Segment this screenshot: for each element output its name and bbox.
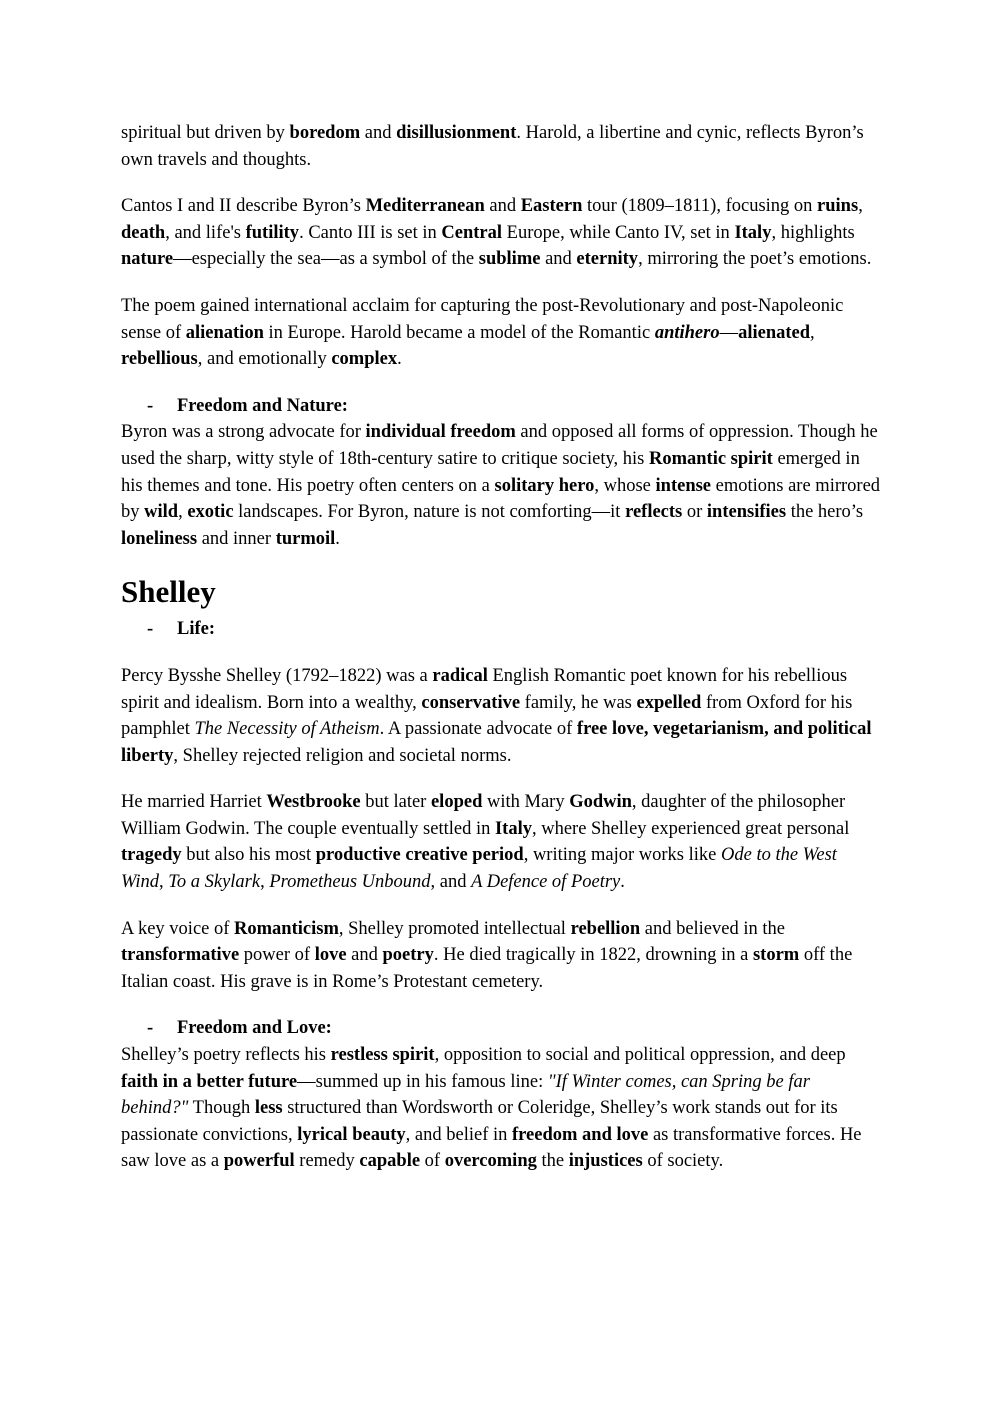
text-run: eloped [430, 792, 483, 813]
text-run: , opposition to social and political oppression, and deep [434, 1045, 846, 1066]
text-run: Cantos I and II describe Byron’s [121, 196, 366, 217]
text-run: productive creative period [315, 845, 524, 866]
text-run: , highlights [771, 222, 855, 243]
text-run: Central [441, 222, 503, 243]
text-run: , where Shelley experienced great personal [531, 818, 850, 839]
text-run: love [314, 945, 347, 966]
text-run: ruins [817, 196, 859, 217]
text-run: , whose [594, 475, 656, 496]
text-run: from Oxford for his pamphlet [121, 692, 853, 740]
text-run: . [335, 528, 340, 549]
text-run: and [360, 123, 397, 143]
life-label: Life: [177, 619, 216, 640]
text-run: , Shelley rejected religion and societal norms. [173, 745, 512, 766]
list-dash: - [147, 395, 154, 416]
text-run: Mediterranean [365, 196, 485, 217]
text-run: but later [360, 792, 431, 813]
text-run: futility [245, 222, 300, 243]
text-run: Byron was a strong advocate for [121, 422, 366, 443]
text-run: rebellious [121, 349, 198, 370]
text-run: conservative [421, 692, 521, 713]
text-run: the [536, 1151, 569, 1172]
text-run: structured than Wordsworth or Coleridge, Shelley’s work stands out for its passionate convictions, [121, 1098, 838, 1145]
byron-paragraph-2 [121, 193, 881, 273]
text-run: freedom and love [512, 1124, 649, 1145]
text-run: restless spirit [330, 1045, 435, 1066]
text-run: off the Italian coast. His grave is in Rome’s Protestant cemetery. [121, 945, 853, 992]
text-run: tour (1809–1811), focusing on [582, 196, 818, 217]
text-run: remedy [294, 1151, 360, 1172]
text-run: A key voice of [121, 918, 235, 939]
text-run: complex [331, 349, 398, 370]
text-run: tragedy [121, 845, 182, 866]
text-run: , daughter of the philosopher William Godwin. The couple eventually settled in [121, 792, 846, 839]
text-run: transformative [121, 945, 240, 966]
text-run: A Defence of Poetry [471, 872, 621, 893]
text-run: capable [359, 1151, 421, 1172]
text-run: solitary hero [494, 475, 595, 496]
text-run: of society. [642, 1151, 724, 1172]
text-run: "If Winter comes, can Spring be far behind?" [121, 1071, 810, 1119]
text-run: . [620, 872, 625, 893]
byron-paragraph-3 [121, 293, 881, 373]
list-dash: - [147, 1018, 154, 1039]
shelley-paragraph-4 [121, 1042, 881, 1175]
text-run: emerged in his themes and tone. His poetry often centers on a [121, 448, 860, 496]
text-run: To a Skylark [168, 872, 261, 893]
text-run: Westbrooke [266, 792, 361, 813]
text-run: the hero’s [786, 502, 864, 523]
shelley-paragraph-2 [121, 789, 881, 895]
text-run: . He died tragically in 1822, drowning in a [433, 945, 753, 966]
text-run: , and belief in [405, 1124, 512, 1145]
freedom-and-love-label: Freedom and Love: [177, 1018, 332, 1039]
text-run: antihero [654, 322, 720, 343]
text-run: storm [752, 945, 800, 966]
text-run: family, he was [520, 692, 637, 713]
text-run: Romanticism [234, 918, 339, 939]
text-run: Though [188, 1098, 255, 1119]
text-run: . Canto III is set in [299, 222, 442, 243]
text-run: , and [430, 872, 472, 893]
text-run: and [484, 196, 521, 217]
section-title-shelley: Shelley [121, 574, 216, 610]
list-dash: - [147, 619, 154, 640]
text-run: as transformative forces. He saw love as a [121, 1124, 862, 1172]
text-run: and [346, 945, 383, 966]
text-run: death [121, 222, 166, 243]
text-run: , [810, 322, 815, 343]
text-run: lyrical beauty [297, 1124, 406, 1145]
freedom-and-love-heading [121, 1015, 881, 1042]
text-run: Ode to the West Wind [121, 845, 837, 893]
text-run: and inner [197, 528, 276, 549]
text-run: in Europe. Harold became a model of the Romantic [263, 322, 655, 343]
text-run: , [858, 196, 863, 217]
text-run: intense [655, 475, 712, 496]
text-run: emotions are mirrored by [121, 475, 881, 523]
text-run: Prometheus Unbound [269, 872, 431, 893]
text-run: , and emotionally [197, 349, 332, 370]
text-run: —especially the sea—as a symbol of the [173, 249, 479, 270]
text-run: Romantic spirit [648, 448, 773, 469]
text-run: or [682, 502, 707, 523]
text-run: sublime [478, 249, 541, 270]
text-run: individual freedom [365, 422, 516, 443]
text-run: Italy [494, 818, 532, 839]
text-run: boredom [289, 123, 361, 143]
text-run: radical [432, 665, 488, 686]
text-run: faith in a better future [121, 1071, 298, 1092]
text-run: injustices [568, 1151, 643, 1172]
text-run: . [397, 349, 402, 370]
text-run: Percy Bysshe Shelley (1792–1822) was a [121, 665, 433, 686]
text-run: Eastern [520, 196, 583, 217]
text-run: alienation [185, 322, 264, 343]
text-run: with Mary [482, 792, 570, 813]
text-run: Godwin [569, 792, 632, 813]
byron-paragraph-4 [121, 419, 881, 552]
text-run: —summed up in his famous line: [297, 1071, 548, 1092]
text-run: of [420, 1151, 445, 1172]
text-run: power of [239, 945, 315, 966]
text-run: intensifies [706, 502, 787, 523]
document-page [121, 120, 881, 1195]
text-run: wild [144, 502, 179, 523]
text-run: rebellion [570, 918, 641, 939]
text-run: exotic [187, 502, 234, 523]
spacer [121, 643, 881, 663]
text-run: free love, vegetarianism, and political liberty [121, 719, 872, 766]
text-run: and opposed all forms of oppression. Though he used the sharp, witty style of 18th-century satire to critique society, his [121, 422, 878, 469]
text-run: alienated [738, 322, 811, 343]
text-run: English Romantic poet known for his rebellious spirit and idealism. Born into a wealthy, [121, 665, 848, 713]
text-run: , mirroring the poet’s emotions. [638, 249, 872, 270]
text-run: The Necessity of Atheism [194, 719, 380, 740]
text-run: poetry [382, 945, 434, 966]
text-run: , [260, 872, 270, 893]
text-run: overcoming [444, 1151, 537, 1172]
text-run: — [719, 322, 739, 343]
shelley-paragraph-3 [121, 916, 881, 996]
text-run: , and life's [165, 222, 246, 243]
text-run: powerful [223, 1151, 295, 1172]
text-run: , writing major works like [523, 845, 721, 866]
byron-paragraph-1 [121, 120, 881, 173]
text-run: expelled [636, 692, 702, 713]
text-run: Italy [734, 222, 772, 243]
text-run: , Shelley promoted intellectual [338, 918, 571, 939]
life-heading [121, 616, 881, 643]
text-run: Shelley’s poetry reflects his [121, 1045, 331, 1066]
text-run: spiritual but driven by [121, 123, 290, 143]
text-run: landscapes. For Byron, nature is not comforting—it [233, 502, 626, 523]
text-run: eternity [576, 249, 639, 270]
text-run: and [540, 249, 577, 270]
text-run: nature [121, 249, 174, 270]
text-run: Europe, while Canto IV, set in [502, 222, 735, 243]
freedom-and-nature-label: Freedom and Nature: [177, 395, 348, 416]
text-run: but also his most [181, 845, 316, 866]
text-run: turmoil [275, 528, 336, 549]
text-run: The poem gained international acclaim for capturing the post-Revolutionary and post-Napoleonic sense of [121, 295, 844, 343]
text-run: He married Harriet [121, 792, 267, 813]
text-run: . Harold, a libertine and cynic, reflects Byron’s own travels and thoughts. [121, 123, 864, 170]
text-run: and believed in the [640, 918, 785, 939]
text-run: , [159, 872, 169, 893]
text-run: . A passionate advocate of [379, 719, 577, 740]
text-run: , [178, 502, 188, 523]
shelley-paragraph-1 [121, 663, 881, 769]
text-run: loneliness [121, 528, 198, 549]
text-run: disillusionment [396, 123, 517, 143]
freedom-and-nature-heading [121, 393, 881, 420]
text-run: reflects [625, 502, 683, 523]
text-run: less [254, 1098, 283, 1119]
